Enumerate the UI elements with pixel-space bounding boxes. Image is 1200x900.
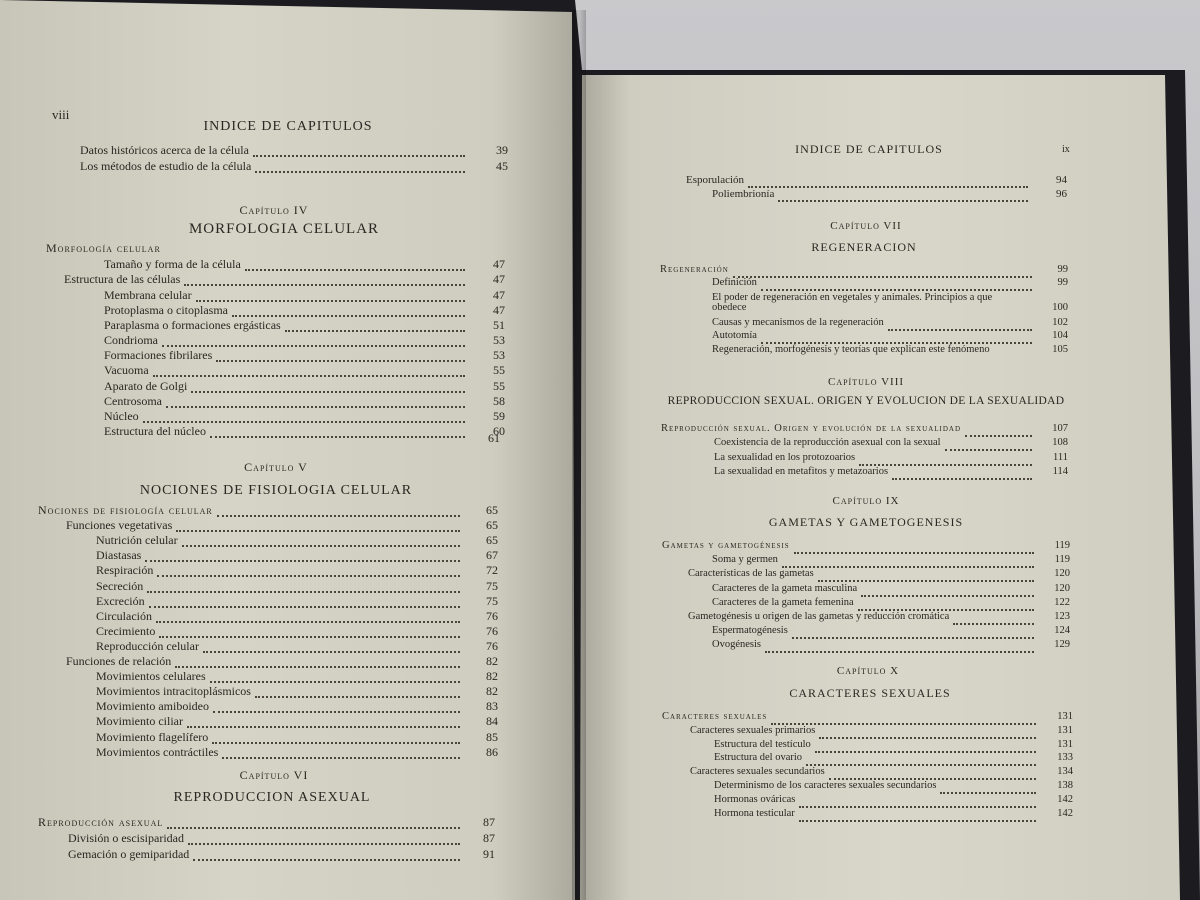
entry-page-number: 83: [486, 699, 498, 714]
entry-title: Esporulación: [686, 174, 745, 186]
dot-leader: [965, 423, 1032, 437]
entry-page-number: 131: [1057, 724, 1073, 736]
entry-page-number: 76: [486, 623, 498, 638]
dot-leader: [147, 579, 460, 593]
entry-page-number: 47: [493, 272, 505, 286]
toc-entry: [686, 174, 1067, 188]
entry-page-number: 86: [486, 744, 498, 759]
dot-leader: [191, 379, 465, 393]
dot-leader: [940, 780, 1036, 794]
toc-entry: [104, 288, 505, 302]
entry-title: Excreción: [96, 593, 145, 608]
entry-title: Membrana celular: [104, 288, 192, 302]
dot-leader: [799, 794, 1036, 808]
dot-leader: [188, 831, 460, 845]
entry-title: Vacuoma: [104, 363, 149, 377]
chapter-title: NOCIONES DE FISIOLOGIA CELULAR: [139, 483, 413, 498]
toc-entry: [96, 533, 498, 547]
entry-title: Diastasas: [96, 548, 142, 563]
entry-title: Los métodos de estudio de la célula: [80, 159, 252, 173]
entry-title: Reproducción celular: [96, 638, 199, 653]
dot-leader: [212, 730, 460, 744]
toc-entry: [460, 431, 500, 445]
entry-page-number: 111: [1053, 451, 1068, 463]
running-header: INDICE DE CAPITULOS: [795, 142, 943, 156]
entry-title: Movimientos contráctiles: [96, 744, 219, 759]
entry-title: Nutrición celular: [96, 533, 178, 548]
entry-page-number: 85: [486, 729, 498, 744]
entry-title: Aparato de Golgi: [104, 379, 188, 393]
toc-entry: [96, 563, 498, 577]
toc-entry: [46, 241, 505, 255]
entry-title: Regeneración, morfogénesis y teorías que explican este fenómeno: [712, 344, 990, 355]
entry-page-number: 94: [1056, 174, 1067, 186]
entry-page-number: 39: [496, 143, 508, 157]
chapter-title: REGENERACION: [811, 240, 917, 254]
entry-page-number: 120: [1054, 582, 1070, 594]
toc-entry: [660, 264, 1068, 278]
dot-leader: [792, 625, 1034, 639]
toc-entry: [712, 597, 1070, 611]
dot-leader: [253, 143, 465, 157]
dot-leader: [761, 330, 1032, 344]
dot-leader: [187, 714, 460, 728]
toc-entry: [714, 452, 1068, 466]
dot-leader: [858, 597, 1034, 611]
dot-leader: [176, 518, 460, 532]
entry-page-number: 53: [493, 333, 505, 347]
toc-entry: [104, 348, 505, 362]
dot-leader: [149, 594, 460, 608]
entry-title: Reproducción sexual. Origen y evolución de la sexualidad: [661, 423, 962, 434]
entry-title: Funciones vegetativas: [66, 518, 173, 533]
dot-leader: [210, 669, 460, 683]
toc-entry: [712, 625, 1070, 639]
dot-leader: [888, 317, 1032, 331]
toc-entry: [96, 699, 498, 713]
dot-leader: [799, 808, 1036, 822]
entry-title: Circulación: [96, 608, 152, 623]
entry-page-number: 119: [1054, 554, 1070, 566]
chapter-number: Capítulo VIII: [827, 376, 905, 388]
dot-leader: [806, 752, 1036, 766]
dot-leader: [859, 452, 1032, 466]
toc-entry: [688, 611, 1070, 625]
chapter-number: Capítulo IX: [832, 495, 900, 507]
dot-leader: [778, 188, 1028, 202]
entry-page-number: 55: [493, 363, 505, 377]
dot-leader: [153, 363, 465, 377]
toc-entry: [66, 518, 498, 532]
entry-page-number: 67: [486, 548, 498, 563]
chapter-title: REPRODUCCION ASEXUAL: [173, 790, 371, 805]
dot-leader: [217, 503, 460, 517]
toc-entry: [64, 272, 505, 286]
toc-entry: [68, 831, 495, 845]
entry-title: Paraplasma o formaciones ergásticas: [104, 318, 281, 332]
toc-entry: [690, 725, 1073, 739]
chapter-number: Capítulo IV: [239, 203, 309, 217]
toc-entry: [714, 739, 1073, 753]
entry-title: Causas y mecanismos de la regeneración: [712, 317, 884, 328]
dot-leader: [167, 815, 460, 829]
toc-entry: [96, 624, 498, 638]
toc-entry: [662, 711, 1073, 725]
dot-leader: [748, 174, 1028, 188]
entry-title: Movimiento ciliar: [96, 714, 183, 729]
left-page: [0, 0, 580, 900]
toc-entry: [96, 639, 498, 653]
entry-title: Crecimiento: [96, 623, 156, 638]
dot-leader: [222, 745, 460, 759]
entry-page-number: 59: [493, 409, 505, 423]
toc-entry: [714, 780, 1073, 794]
entry-title: Soma y germen: [712, 554, 778, 566]
dot-leader: [255, 684, 460, 698]
entry-title: Formaciones fibrilares: [104, 348, 213, 362]
entry-page-number: 142: [1057, 793, 1073, 805]
entry-title: Estructura del núcleo: [104, 424, 206, 438]
entry-title: Estructura del testículo: [714, 738, 811, 750]
entry-title: Estructura del ovario: [714, 752, 803, 764]
chapter-title: CARACTERES SEXUALES: [789, 686, 951, 700]
dot-leader: [782, 554, 1034, 568]
entry-title: Estructura de las células: [64, 272, 181, 286]
dot-leader: [829, 766, 1036, 780]
toc-entry: [96, 684, 498, 698]
toc-entry: [712, 330, 1068, 344]
dot-leader: [156, 609, 460, 623]
toc-entry: [104, 333, 505, 347]
entry-page-number: 138: [1057, 780, 1073, 791]
entry-page-number: 131: [1057, 738, 1073, 750]
entry-title: Coexistencia de la reproducción asexual con la sexual: [714, 437, 941, 449]
dot-leader: [733, 264, 1032, 278]
entry-title: Datos históricos acerca de la célula: [80, 143, 249, 157]
dot-leader: [162, 333, 465, 347]
toc-entry: [104, 257, 505, 271]
entry-title: Gametogénesis u origen de las gametas y reducción cromática: [688, 611, 950, 622]
dot-leader: [182, 533, 460, 547]
entry-page-number: 65: [486, 503, 498, 517]
dot-leader: [818, 568, 1034, 582]
entry-title: La sexualidad en los protozoarios: [714, 451, 856, 463]
chapter-number: Capítulo VI: [239, 768, 309, 782]
entry-title: Caracteres de la gameta masculina: [712, 582, 858, 594]
toc-entry: [712, 317, 1068, 331]
entry-page-number: 51: [493, 318, 505, 332]
entry-page-number: 75: [486, 593, 498, 608]
entry-page-number: 82: [486, 654, 498, 668]
entry-page-number: 120: [1054, 568, 1070, 580]
toc-entry: [712, 344, 1068, 358]
book-gutter: [572, 10, 586, 900]
entry-title: Gametas y gametogénesis: [662, 540, 790, 551]
toc-entry: [712, 302, 1068, 316]
entry-title: El poder de regeneración en vegetales y animales. Principios a que: [712, 292, 993, 303]
toc-entry: [96, 669, 498, 683]
toc-entry: [96, 714, 498, 728]
entry-page-number: 72: [486, 563, 498, 578]
toc-entry: [714, 808, 1073, 822]
dot-leader: [953, 611, 1034, 625]
dot-leader: [794, 540, 1034, 554]
entry-title: Definición: [712, 277, 757, 288]
toc-entry: [104, 318, 505, 332]
entry-title: Caracteres de la gameta femenina: [712, 596, 854, 608]
dot-leader: [143, 409, 465, 423]
entry-page-number: 76: [486, 638, 498, 653]
chapter-title: GAMETAS Y GAMETOGENESIS: [768, 515, 964, 529]
entry-title: obedece: [712, 302, 747, 313]
entry-title: Caracteres sexuales primarios: [690, 724, 816, 736]
toc-entry: [96, 745, 498, 759]
toc-entry: [68, 847, 495, 861]
entry-title: Centrosoma: [104, 394, 162, 408]
entry-page-number: 99: [1057, 264, 1068, 275]
toc-entry: [714, 752, 1073, 766]
entry-page-number: 76: [486, 608, 498, 623]
entry-page-number: 124: [1054, 625, 1070, 637]
toc-entry: [38, 815, 495, 829]
toc-entry: [714, 466, 1068, 480]
entry-page-number: 104: [1052, 330, 1068, 341]
entry-title: Secreción: [96, 578, 144, 593]
entry-title: Movimiento amiboideo: [96, 699, 209, 714]
dot-leader: [157, 563, 460, 577]
entry-title: Núcleo: [104, 409, 139, 423]
entry-page-number: 91: [483, 847, 495, 861]
entry-page-number: 142: [1057, 807, 1073, 819]
dot-leader: [145, 548, 460, 562]
entry-title: Espermatogénesis: [712, 625, 788, 637]
entry-title: Movimientos celulares: [96, 669, 206, 684]
toc-entry: [80, 159, 508, 173]
chapter-number: Capítulo X: [836, 665, 900, 677]
dot-leader: [245, 257, 465, 271]
entry-page-number: 123: [1054, 611, 1070, 622]
entry-page-number: 100: [1052, 302, 1068, 313]
entry-title: Ovogénesis: [712, 639, 761, 651]
toc-entry: [712, 188, 1067, 202]
chapter-title: REPRODUCCION SEXUAL. ORIGEN Y EVOLUCION DE LA SEXUALIDAD: [667, 395, 1065, 407]
chapter-number: Capítulo VII: [830, 220, 902, 232]
entry-page-number: 61: [488, 431, 500, 445]
entry-page-number: 47: [493, 303, 505, 317]
entry-title: Características de las gametas: [688, 568, 814, 580]
chapter-number: Capítulo V: [244, 460, 308, 474]
entry-page-number: 133: [1057, 752, 1073, 764]
dot-leader: [761, 277, 1032, 291]
entry-page-number: 108: [1052, 437, 1068, 449]
toc-entry: [104, 394, 505, 408]
dot-leader: [216, 348, 465, 362]
toc-entry: [712, 583, 1070, 597]
entry-page-number: 131: [1057, 711, 1073, 722]
entry-title: Respiración: [96, 563, 154, 578]
dot-leader: [232, 303, 465, 317]
toc-entry: [662, 540, 1070, 554]
dot-leader: [175, 654, 460, 668]
entry-page-number: 87: [483, 831, 495, 845]
entry-page-number: 96: [1056, 188, 1067, 200]
entry-page-number: 82: [486, 684, 498, 699]
entry-title: Autotomía: [712, 330, 757, 341]
toc-entry: [96, 594, 498, 608]
page-number: viii: [52, 107, 70, 122]
dot-leader: [771, 711, 1036, 725]
dot-leader: [196, 288, 465, 302]
entry-page-number: 87: [483, 815, 495, 829]
entry-page-number: 119: [1054, 540, 1070, 551]
entry-page-number: 84: [486, 714, 498, 729]
dot-leader: [815, 739, 1036, 753]
entry-page-number: 82: [486, 669, 498, 684]
dot-leader: [166, 394, 465, 408]
dot-leader: [193, 847, 460, 861]
entry-page-number: 122: [1054, 596, 1070, 608]
entry-page-number: 58: [493, 394, 505, 408]
entry-title: Poliembrionía: [712, 188, 775, 200]
toc-entry: [104, 424, 505, 438]
entry-page-number: 60: [493, 424, 505, 438]
toc-entry: [712, 554, 1070, 568]
toc-entry: [96, 579, 498, 593]
toc-entry: [661, 423, 1068, 437]
entry-title: Funciones de relación: [66, 654, 172, 668]
entry-page-number: 105: [1052, 344, 1068, 355]
entry-title: Protoplasma o citoplasma: [104, 303, 228, 317]
entry-page-number: 53: [493, 348, 505, 362]
toc-entry: [104, 409, 505, 423]
toc-entry: [38, 503, 498, 517]
entry-title: Caracteres sexuales: [662, 711, 768, 722]
entry-page-number: 65: [486, 518, 498, 533]
toc-entry: [712, 639, 1070, 653]
entry-title: Reproducción asexual: [38, 815, 164, 829]
entry-page-number: 102: [1052, 317, 1068, 328]
entry-title: Caracteres sexuales secundarios: [690, 766, 825, 778]
entry-page-number: 47: [493, 257, 505, 271]
entry-title: Tamaño y forma de la célula: [104, 257, 241, 271]
entry-title: Determinismo de los caracteres sexuales secundarios: [714, 780, 937, 791]
entry-title: Hormonas ováricas: [714, 793, 796, 805]
toc-entry: [66, 654, 498, 668]
dot-leader: [765, 639, 1034, 653]
entry-page-number: 75: [486, 578, 498, 593]
dot-leader: [892, 466, 1032, 480]
dot-leader: [255, 159, 465, 173]
toc-entry: [714, 437, 1068, 451]
running-header: INDICE DE CAPITULOS: [203, 119, 373, 134]
dot-leader: [210, 424, 465, 438]
dot-leader: [819, 725, 1036, 739]
entry-title: Gemación o gemiparidad: [68, 847, 190, 861]
dot-leader: [861, 583, 1034, 597]
toc-entry: [104, 303, 505, 317]
toc-entry: [104, 379, 505, 393]
entry-page-number: 129: [1054, 639, 1070, 651]
toc-entry: [104, 363, 505, 377]
entry-title: Morfología celular: [46, 241, 161, 255]
dot-leader: [213, 699, 460, 713]
entry-title: Movimientos intracitoplásmicos: [96, 684, 251, 699]
entry-page-number: 107: [1052, 423, 1068, 434]
entry-page-number: 55: [493, 379, 505, 393]
entry-title: División o escisiparidad: [68, 831, 184, 845]
dot-leader: [203, 639, 460, 653]
page-number: ix: [1062, 144, 1070, 155]
dot-leader: [285, 318, 465, 332]
toc-entry: [96, 609, 498, 623]
entry-title: Movimiento flagelífero: [96, 729, 209, 744]
chapter-title: MORFOLOGIA CELULAR: [188, 221, 380, 237]
entry-title: La sexualidad en metafitos y metazoarios: [714, 465, 889, 477]
toc-entry: [690, 766, 1073, 780]
entry-page-number: 45: [496, 159, 508, 173]
toc-entry: [96, 730, 498, 744]
entry-title: Condrioma: [104, 333, 158, 347]
entry-title: Hormona testicular: [714, 807, 795, 819]
entry-page-number: 134: [1057, 766, 1073, 778]
entry-title: Regeneración: [660, 264, 729, 275]
toc-entry: [96, 548, 498, 562]
entry-page-number: 47: [493, 288, 505, 302]
toc-entry: [688, 568, 1070, 582]
entry-page-number: 99: [1057, 277, 1068, 288]
dot-leader: [159, 624, 460, 638]
entry-page-number: 65: [486, 533, 498, 548]
dot-leader: [184, 272, 465, 286]
toc-entry: [714, 794, 1073, 808]
entry-page-number: 114: [1052, 465, 1068, 477]
dot-leader: [945, 437, 1032, 451]
toc-entry: [80, 143, 508, 157]
toc-entry: [712, 277, 1068, 291]
entry-title: Nociones de fisiología celular: [38, 503, 213, 517]
